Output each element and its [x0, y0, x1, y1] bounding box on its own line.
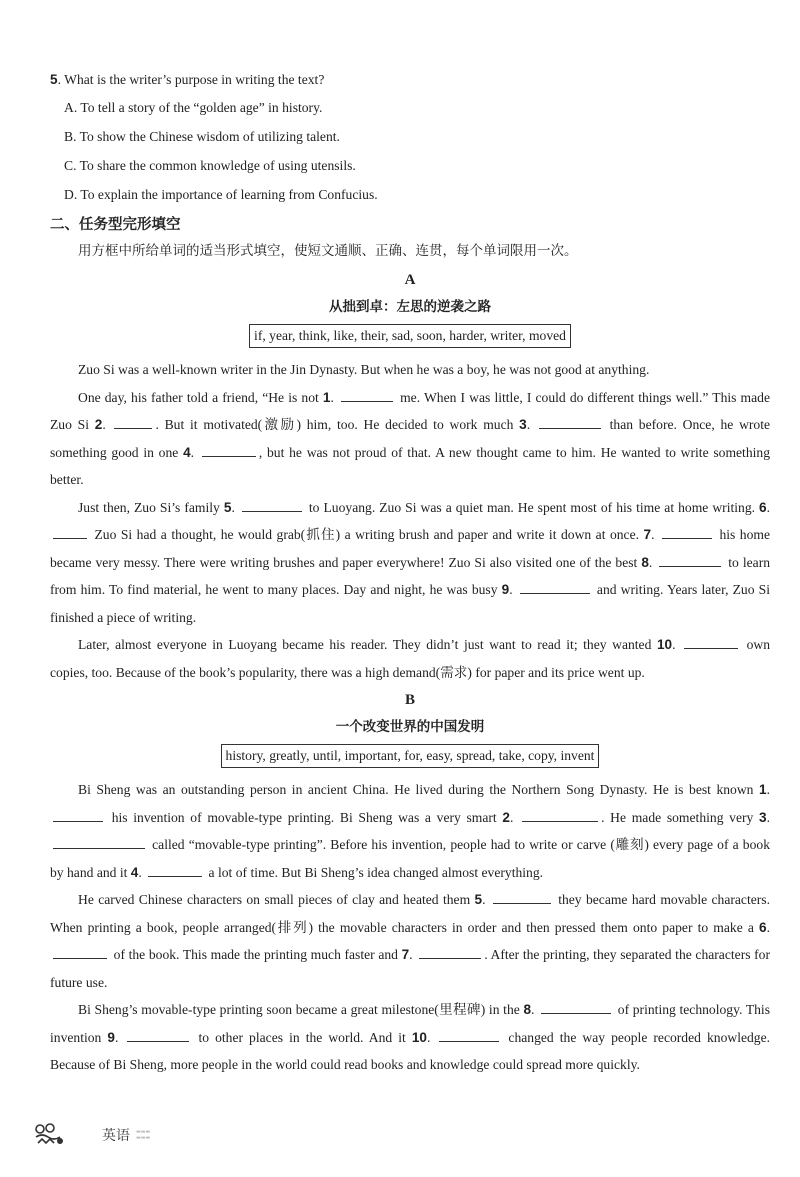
passage-a-paragraph-4: Later, almost everyone in Luoyang became his reader. They didn’t just want to read it; they wanted 10. own copies, too. Because of the book’s popularity, there was a high demand(需求) for paper and its price went up.	[50, 631, 770, 686]
answer-blank[interactable]	[419, 944, 481, 959]
section-title: 二、任务型完形填空	[50, 217, 181, 233]
option-a: A. To tell a story of the “golden age” in history.	[64, 100, 323, 115]
passage-a-wordbox-wrap	[50, 324, 770, 352]
passage-b-paragraph-1: Bi Sheng was an outstanding person in ancient China. He lived during the Northern Song Dynasty. He is best known 1. his invention of movable-type printing. Bi Sheng was a very smart 2. . He made something very 3. called “movable-type printing”. Before his invention, people had to write or carve (雕刻) every page of a book by hand and it 4. a lot of time. But Bi Sheng’s idea changed almost everything.	[50, 782, 770, 880]
passage-a-word-box: if, year, think, like, their, sad, soon, harder, writer, moved	[249, 324, 571, 348]
answer-blank[interactable]	[684, 634, 738, 649]
blank-number: 7	[401, 947, 410, 962]
text-run: Later, almost everyone in Luoyang became his reader. They didn’t just want to read it; they wanted	[78, 637, 657, 652]
blank-number: 6	[759, 499, 767, 515]
text-run: , but he was not proud of that. A new thought came to him. He wanted to write something better.	[50, 444, 771, 487]
section-instruction: 用方框中所给单词的适当形式填空，使短文通顺、正确、连贯，每个单词限用一次。	[78, 243, 578, 259]
answer-blank[interactable]	[53, 944, 107, 959]
text-run: called “movable-type printing”. Before his invention, people had to write or carve (雕刻) every page of a book by hand and it	[50, 837, 770, 880]
blank-number: 3	[759, 809, 767, 825]
footer-decoration: ▬▬▬ ▬▬▬	[136, 1129, 151, 1141]
blank-number: 2	[94, 417, 103, 432]
answer-blank[interactable]	[53, 807, 103, 822]
passage-a-label: A	[404, 272, 416, 288]
option-b: B. To show the Chinese wisdom of utilizing talent.	[64, 129, 340, 144]
passage-b-paragraph-2: He carved Chinese characters on small pieces of clay and heated them 5. they became hard movable characters. When printing a book, people arranged(排列) the movable characters in order and then pressed them onto paper to make a 6. of the book. This made the printing much faster and 7. . After the printing, they separated the characters for future use.	[50, 886, 770, 996]
blank-number: 1	[322, 389, 331, 405]
text-run: of printing technology. This invention	[50, 1002, 770, 1045]
text-run: his invention of movable-type printing. Bi Sheng was a very smart	[106, 809, 503, 825]
option-d: D. To explain the importance of learning from Confucius.	[64, 187, 378, 202]
answer-blank[interactable]	[662, 524, 712, 539]
publisher-logo-icon	[32, 1121, 76, 1149]
text-run: . But it motivated(激励) him, too. He decided to work much	[155, 417, 520, 432]
answer-blank[interactable]	[53, 834, 145, 849]
blank-number: 10	[411, 1029, 427, 1045]
answer-blank[interactable]	[659, 552, 721, 567]
question-number: 5	[50, 72, 58, 87]
answer-blank[interactable]	[520, 579, 590, 594]
text-run: Just then, Zuo Si’s family	[78, 499, 224, 515]
text-run: and writing. Years later, Zuo Si finished a piece of writing.	[50, 582, 770, 625]
blank-number: 3	[519, 417, 527, 432]
answer-blank[interactable]	[539, 414, 601, 429]
answer-blank[interactable]	[493, 889, 551, 904]
question-5-stem	[50, 68, 770, 92]
worksheet-page	[50, 68, 770, 1079]
text-run: own copies, too. Because of the book’s popularity, there was a high demand(需求) for paper and its price went up.	[50, 637, 771, 680]
blank-number: 5	[474, 892, 483, 907]
blank-number: 7	[643, 527, 652, 542]
blank-number: 9	[501, 582, 510, 597]
passage-b-word-box: history, greatly, until, important, for, easy, spread, take, copy, invent	[221, 744, 600, 768]
text-run: to Luoyang. Zuo Si was a quiet man. He spent most of his time at home writing.	[304, 499, 760, 515]
answer-blank[interactable]	[114, 414, 152, 429]
answer-blank[interactable]	[341, 387, 393, 402]
question-text: . What is the writer’s purpose in writing the text?	[57, 72, 325, 87]
answer-blank[interactable]	[439, 1027, 499, 1042]
footer-subject: 英语	[102, 1128, 130, 1144]
text-run: to learn from him. To find material, he went to many places. Day and night, he was busy	[50, 554, 771, 597]
text-run: than before. Once, he wrote something good in one	[50, 417, 771, 460]
blank-number: 4	[183, 444, 191, 460]
passage-a-paragraph-1: Zuo Si was a well-known writer in the Jin Dynasty. But when he was a boy, he was not good at anything.	[78, 362, 650, 377]
blank-number: 8	[641, 554, 649, 570]
text-run: Bi Sheng was an outstanding person in ancient China. He lived during the Northern Song Dynasty. He is best known	[78, 782, 760, 797]
passage-b-paragraph-3: Bi Sheng’s movable-type printing soon became a great milestone(里程碑) in the 8. of printing technology. This invention 9. to other places in the world. And it 10. changed the way people recorded knowledge. Because of Bi Sheng, more people in the world could read books and knowledge could spread more quickly.	[50, 996, 770, 1079]
blank-number: 4	[130, 864, 139, 880]
text-run: Bi Sheng’s movable-type printing soon became a great milestone(里程碑) in the	[78, 1002, 524, 1017]
answer-blank[interactable]	[242, 497, 302, 512]
passage-a-title: 从拙到卓：左思的逆袭之路	[329, 299, 491, 315]
passage-b-title: 一个改变世界的中国发明	[335, 719, 485, 735]
blank-number: 1	[759, 782, 767, 797]
text-run: of the book. This made the printing much faster and	[110, 947, 402, 962]
text-run: He carved Chinese characters on small pieces of clay and heated them	[78, 892, 475, 907]
blank-number: 8	[523, 1002, 532, 1017]
answer-blank[interactable]	[541, 999, 611, 1014]
passage-a-paragraph-2: One day, his father told a friend, “He is not 1. me. When I was little, I could do different things well.” This made Zuo Si 2. . But it motivated(激励) him, too. He decided to work much 3. than before. Once, he wrote something good in one 4. , but he was not proud of that. A new thought came to him. He wanted to write something better.	[50, 384, 770, 494]
text-run: to other places in the world. And it	[192, 1029, 412, 1045]
text-run: Zuo Si had a thought, he would grab(抓住) a writing brush and paper and write it down at once.	[90, 527, 644, 542]
blank-number: 6	[759, 919, 767, 935]
option-c: C. To share the common knowledge of using utensils.	[64, 158, 356, 173]
blank-number: 10	[656, 637, 673, 652]
blank-number: 9	[107, 1029, 115, 1045]
answer-blank[interactable]	[53, 524, 87, 539]
text-run: One day, his father told a friend, “He is not	[78, 389, 323, 405]
answer-blank[interactable]	[148, 862, 202, 877]
text-run: . He made something very	[601, 809, 760, 825]
blank-number: 2	[502, 809, 510, 825]
text-run: his home became very messy. There were writing brushes and paper everywhere! Zuo Si also visited one of the best	[50, 527, 770, 570]
passage-b-label: B	[404, 692, 415, 708]
text-run: . After the printing, they separated the characters for future use.	[50, 947, 770, 990]
answer-blank[interactable]	[127, 1027, 189, 1042]
text-run: a lot of time. But Bi Sheng’s idea changed almost everything.	[205, 864, 544, 880]
page-footer	[32, 1120, 164, 1150]
passage-b-wordbox-wrap	[50, 744, 770, 772]
passage-a-paragraph-3: Just then, Zuo Si’s family 5. to Luoyang. Zuo Si was a quiet man. He spent most of his time at home writing. 6. Zuo Si had a thought, he would grab(抓住) a writing brush and paper and write it down at once. 7. his home became very messy. There were writing brushes and paper everywhere! Zuo Si also visited one of the best 8. to learn from him. To find material, he went to many places. Day and night, he was busy 9. and writing. Years later, Zuo Si finished a piece of writing.	[50, 494, 770, 632]
answer-blank[interactable]	[522, 807, 598, 822]
text-run: they became hard movable characters. When printing a book, people arranged(排列) the movable characters in order and then pressed them onto paper to make a	[50, 892, 770, 935]
answer-blank[interactable]	[202, 442, 256, 457]
text-run: me. When I was little, I could do different things well.” This made Zuo Si	[50, 389, 770, 432]
text-run: changed the way people recorded knowledge. Because of Bi Sheng, more people in the world could read books and knowledge could spread more quickly.	[50, 1029, 771, 1072]
blank-number: 5	[223, 499, 232, 515]
